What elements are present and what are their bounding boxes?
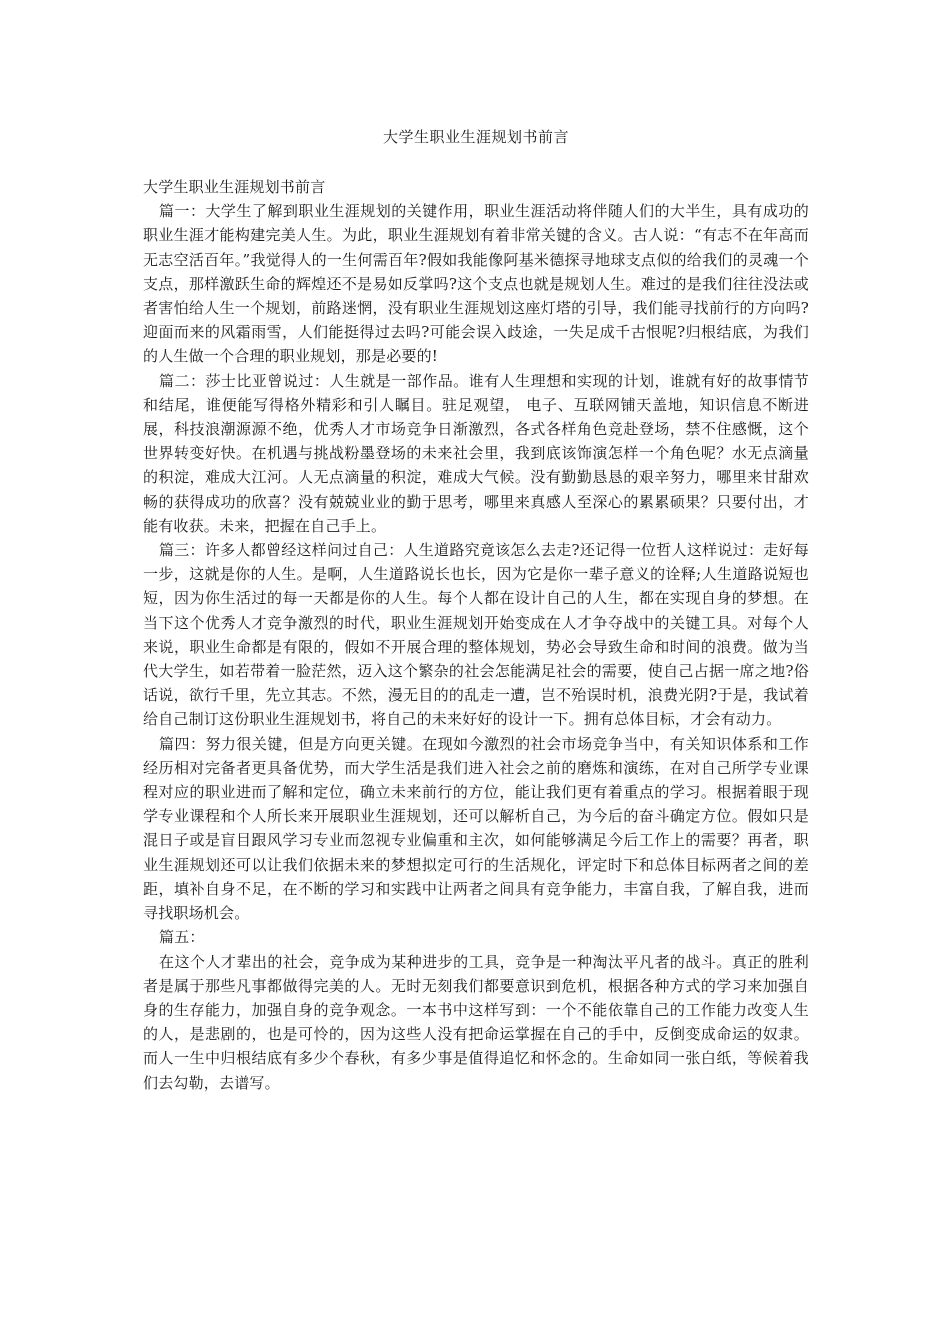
paragraph-2: 篇二：莎士比亚曾说过：人生就是一部作品。谁有人生理想和实现的计划，谁就有好的故事情节和结尾，谁便能写得格外精彩和引人瞩目。驻足观望， 电子、互联网铺天盖地，知识信息不断进展，科技浪潮源源不绝，优秀人才市场竞争日渐激烈，各式各样角色竞赴登场，禁不住感慨，这个世界转变好快。在机遇与挑战粉墨登场的未来社会里，我到底该饰演怎样一个角色呢？水无点滴量的积淀，难成大江河。人无点滴量的积淀，难成大气候。没有勤勤恳恳的艰辛努力，哪里来甘甜欢畅的获得成功的欣喜？没有兢兢业业的勤于思考，哪里来真感人至深心的累累硕果？只要付出，才能有收获。未来，把握在自己手上。 xyxy=(143,371,809,535)
paragraph-5: 在这个人才辈出的社会，竞争成为某种进步的工具，竞争是一种淘汰平凡者的战斗。真正的胜利者是属于那些凡事都做得完美的人。无时无刻我们都要意识到危机，根据各种方式的学习来加强自身的生存能力，加强自身的竞争观念。一本书中这样写到：一个不能依靠自己的工作能力改变人生的人，是悲剧的，也是可怜的，因为这些人没有把命运掌握在自己的手中，反倒变成命运的奴隶。而人一生中归根结底有多少个春秋，有多少事是值得追忆和怀念的。生命如同一张白纸，等候着我们去勾勒，去谱写。 xyxy=(143,952,809,1092)
paragraph-5-heading: 篇五： xyxy=(159,928,205,947)
paragraph-4: 篇四：努力很关键，但是方向更关键。在现如今激烈的社会市场竞争当中，有关知识体系和工作经历相对完备者更具备优势，而大学生活是我们进入社会之前的磨炼和演练，在对自己所学专业课程对应的职业进而了解和定位，确立未来前行的方位，能让我们更有着重点的学习。根据着眼于现学专业课程和个人所长来开展职业生涯规划，还可以解析自己，为今后的奋斗确定方位。假如只是混日子或是盲目跟风学习专业而忽视专业偏重和主次，如何能够满足今后工作上的需要？再者，职业生涯规划还可以让我们依据未来的梦想拟定可行的生活规化，评定时下和总体目标两者之间的差距，填补自身不足，在不断的学习和实践中让两者之间具有竞争能力，丰富自我，了解自我，进而寻找职场机会。 xyxy=(143,734,809,923)
document-title: 大学生职业生涯规划书前言 xyxy=(382,128,569,146)
paragraph-3: 篇三：许多人都曾经这样问过自己：人生道路究竟该怎么去走?还记得一位哲人这样说过：走好每一步，这就是你的人生。是啊，人生道路说长也长，因为它是你一辈子意义的诠释;人生道路说短也短，因为你生活过的每一天都是你的人生。每个人都在设计自己的人生，都在实现自身的梦想。在当下这个优秀人才竞争激烈的时代，职业生涯规划开始变成在人才争夺战中的关键工具。对每个人来说，职业生命都是有限的，假如不开展合理的整体规划，势必会导致生命和时间的浪费。做为当代大学生，如若带着一脸茫然，迈入这个繁杂的社会怎能满足社会的需要，使自己占据一席之地?俗话说，欲行千里，先立其志。不然，漫无目的的乱走一遭，岂不殆误时机，浪费光阴?于是，我试着给自己制订这份职业生涯规划书，将自己的未来好好的设计一下。拥有总体目标，才会有动力。 xyxy=(143,541,809,729)
paragraph-1: 篇一：大学生了解到职业生涯规划的关键作用，职业生涯活动将伴随人们的大半生，具有成功的职业生涯才能构建完美人生。为此，职业生涯规划有着非常关键的含义。古人说：“有志不在年高而无志空活百年。”我觉得人的一生何需百年?假如我能像阿基米德探寻地球支点似的给我们的灵魂一个支点，那样激跃生命的辉煌还不是易如反掌吗?这个支点也就是规划人生。难过的是我们往往没法或者害怕给人生一个规划，前路迷惘，没有职业生涯规划这座灯塔的引导，我们能寻找前行的方向吗?迎面而来的风霜雨雪，人们能挺得过去吗?可能会误入歧途，一失足成千古恨呢?归根结底，为我们的人生做一个合理的职业规划，那是必要的! xyxy=(143,202,809,366)
document-body xyxy=(143,175,809,1095)
document-subtitle: 大学生职业生涯规划书前言 xyxy=(143,178,326,196)
